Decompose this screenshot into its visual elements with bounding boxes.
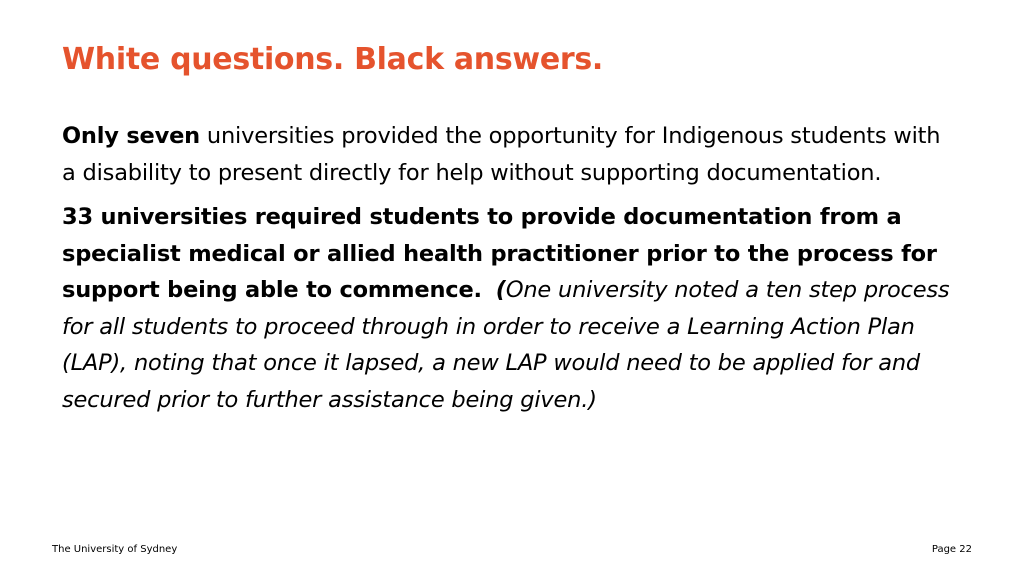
footer-page-number: Page 22: [931, 544, 972, 555]
slide-title: White questions. Black answers.: [62, 42, 604, 77]
paragraph-bold-text: 33 universities required students to provide documentation from a specialist medical or allied health practitioner prior to the process for support being able to commence.: [62, 204, 937, 303]
footer-organization: The University of Sydney: [52, 544, 178, 555]
paragraph-bold-lead: Only seven: [62, 123, 200, 149]
slide-body: [62, 118, 952, 418]
paragraph-text: universities provided the opportunity for Indigenous students with a disability to present directly for help without supporting documentation.: [62, 123, 941, 186]
paragraph-italic-note: One university noted a ten step process for all students to proceed through in order to receive a Learning Action Plan (LAP), noting that once it lapsed, a new LAP would need to be applied for and secured prior to further assistance being given.): [62, 277, 950, 413]
paragraph-only-seven: [62, 118, 952, 191]
paren-open: (: [495, 277, 506, 303]
paragraph-33-universities: [62, 199, 952, 418]
